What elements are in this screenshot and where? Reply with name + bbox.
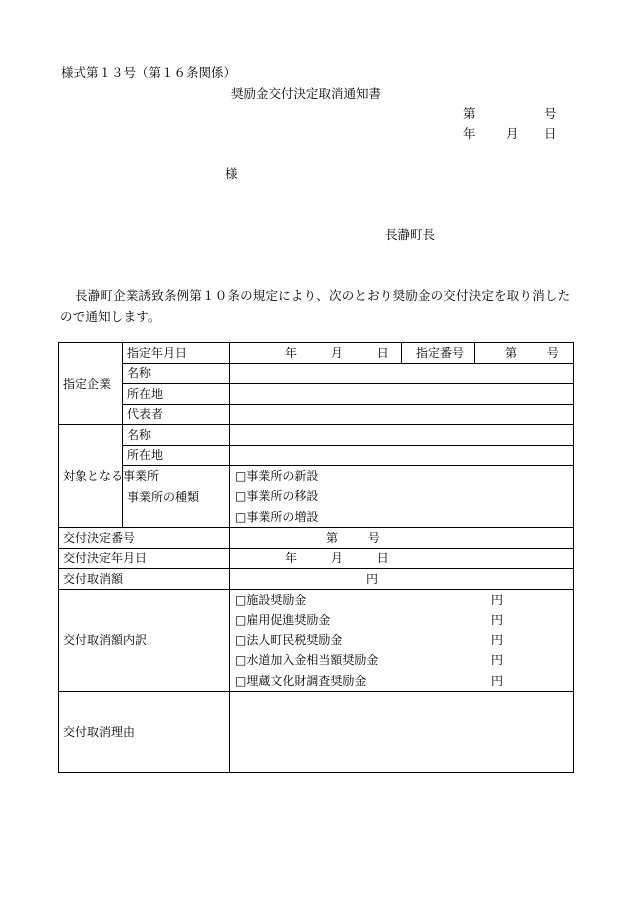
document-title: 奨励金交付決定取消通知書 [231,86,382,101]
breakdown-item-name: □法人町民税奨励金 [235,633,343,648]
breakdown-item-name: □雇用促進奨励金 [235,612,331,627]
company-representative-label: 代表者 [123,404,230,425]
designated-date-month: 月 [330,345,343,360]
breakdown-item-name: □施設奨励金 [235,592,307,607]
office-type-new[interactable]: □事業所の新設 [235,469,319,484]
office-address-label: 所在地 [123,445,230,466]
breakdown-item-cultural-property[interactable] [235,671,573,691]
office-type-options [230,466,574,528]
breakdown-item-name: □水道加入金相当額奨励金 [235,653,379,668]
target-office-label: 対象となる事業所 [59,425,123,528]
cancel-breakdown-items [230,589,574,691]
designated-date-field[interactable] [230,343,402,364]
breakdown-item-employment[interactable] [235,610,573,630]
issuer-name: 長瀞町長 [385,227,436,242]
office-type-label: 事業所の種類 [123,466,230,528]
notice-text: 長瀞町企業誘致条例第１０条の規定により、次のとおり奨励金の交付決定を取り消したので通知します。 [60,288,571,324]
table-row [59,589,574,691]
designated-number-dai: 第 [505,345,518,360]
breakdown-item-yen: 円 [491,612,504,627]
designated-date-day: 日 [376,345,389,360]
table-row [59,363,574,384]
office-name-field[interactable] [230,425,574,446]
doc-date-year: 年 [463,126,476,141]
cancel-amount-label: 交付取消額 [59,569,230,590]
designated-date-label: 指定年月日 [123,343,230,364]
notice-table [58,342,574,773]
breakdown-item-name: □埋蔵文化財調査奨励金 [235,673,367,688]
designated-number-field[interactable] [475,343,574,364]
decision-date-year: 年 [285,551,298,566]
breakdown-item-yen: 円 [491,673,504,688]
breakdown-item-corporate-tax[interactable] [235,630,573,650]
company-address-field[interactable] [230,384,574,405]
office-address-field[interactable] [230,445,574,466]
decision-number-go: 号 [367,530,380,545]
table-row [59,528,574,549]
cancel-breakdown-label: 交付取消額内訳 [59,589,230,691]
table-row [59,445,574,466]
designated-number-go: 号 [546,345,559,360]
cancel-reason-field[interactable] [230,691,574,772]
table-row [59,384,574,405]
cancel-amount-field[interactable] [230,569,574,590]
breakdown-item-yen: 円 [491,653,504,668]
decision-date-field[interactable] [230,548,574,569]
company-name-field[interactable] [230,363,574,384]
designated-number-label: 指定番号 [402,343,475,364]
doc-number-dai: 第 [463,106,476,121]
office-name-label: 名称 [123,425,230,446]
decision-date-label: 交付決定年月日 [59,548,230,569]
table-row [59,691,574,772]
table-row [59,343,574,364]
decision-number-dai: 第 [326,530,339,545]
doc-number-go: 号 [544,106,557,121]
decision-number-field[interactable] [230,528,574,549]
designated-date-year: 年 [285,345,298,360]
decision-number-label: 交付決定番号 [59,528,230,549]
form-number: 様式第１３号（第１６条関係） [61,65,237,80]
cancel-reason-label: 交付取消理由 [59,691,230,772]
breakdown-item-water[interactable] [235,650,573,670]
decision-date-month: 月 [330,551,343,566]
notice-paragraph [60,285,575,327]
breakdown-item-facility[interactable] [235,590,573,610]
doc-date-month: 月 [506,126,519,141]
office-type-expand[interactable]: □事業所の増設 [235,509,319,524]
table-row [59,404,574,425]
breakdown-item-yen: 円 [491,592,504,607]
breakdown-item-yen: 円 [491,633,504,648]
doc-date-day: 日 [544,126,557,141]
company-name-label: 名称 [123,363,230,384]
designated-company-label: 指定企業 [59,343,123,425]
table-row [59,425,574,446]
cancel-amount-yen: 円 [366,571,379,586]
office-type-relocate[interactable]: □事業所の移設 [235,489,319,504]
table-row [59,548,574,569]
addressee-sama: 様 [225,166,238,181]
decision-date-day: 日 [376,551,389,566]
company-address-label: 所在地 [123,384,230,405]
company-representative-field[interactable] [230,404,574,425]
table-row [59,569,574,590]
